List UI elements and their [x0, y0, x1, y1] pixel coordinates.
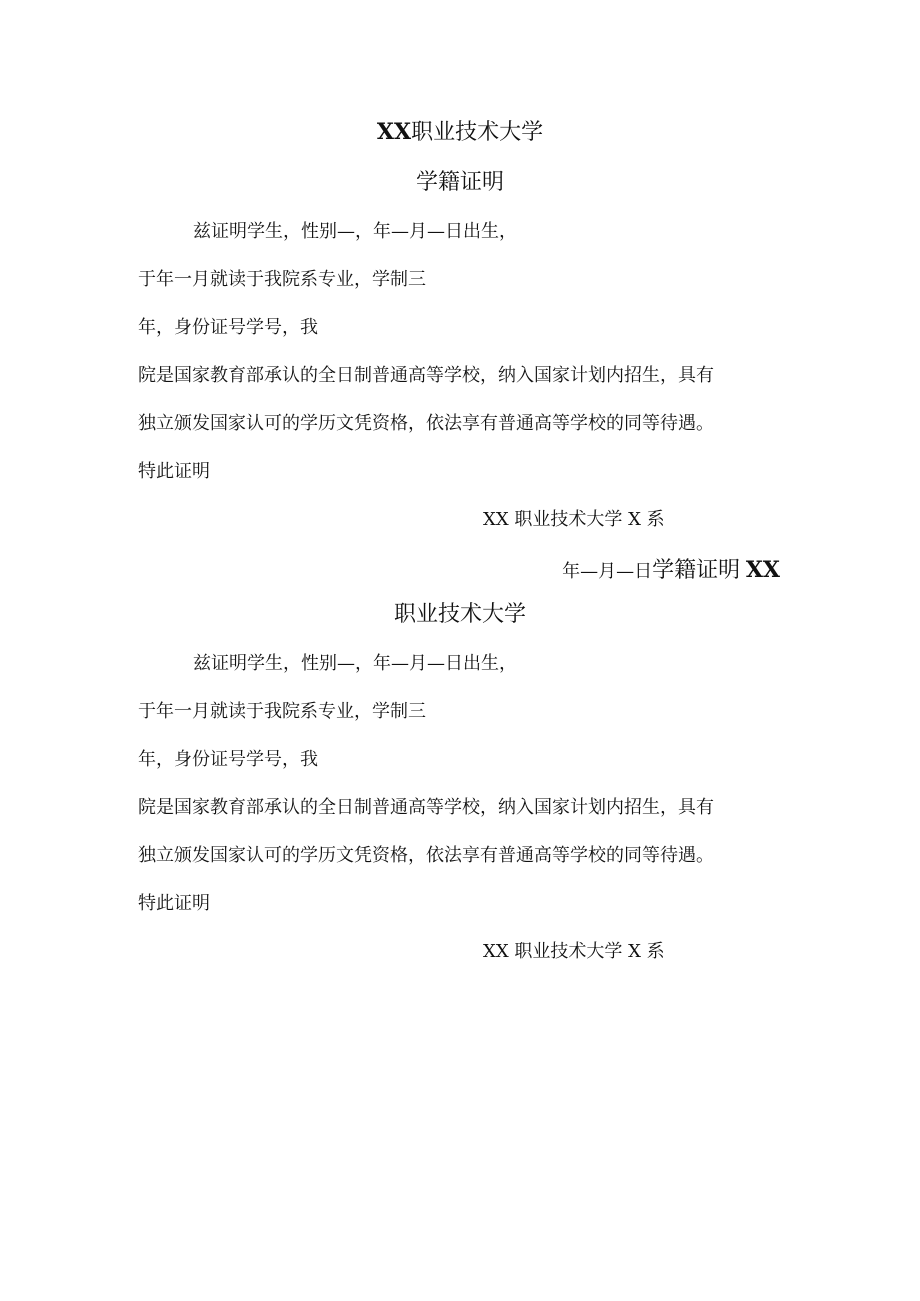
- cert1-closing: 特此证明: [138, 461, 210, 482]
- cert1-heading: 学籍证明: [415, 170, 504, 195]
- cert1-paragraph-line-3: 年，身份证号学号，我: [138, 317, 318, 338]
- cert1-paragraph-line-2: 于年一月就读于我院系专业，学制三: [138, 269, 426, 290]
- cert1-paragraph-line-1: 兹证明学生，性别—，年—月—日出生，: [193, 221, 517, 242]
- cert1-paragraph-line-5: 独立颁发国家认可的学历文凭资格，依法享有普通高等学校的同等待遇。: [138, 413, 714, 434]
- cert1-date: 年—月—日: [562, 561, 653, 582]
- cert2-school-prefix: XX: [745, 557, 780, 583]
- cert1-school-prefix: XX: [376, 119, 412, 145]
- cert2-paragraph-line-3: 年，身份证号学号，我: [138, 749, 318, 770]
- cert1-school-title: [0, 117, 920, 148]
- cert2-paragraph-line-5: 独立颁发国家认可的学历文凭资格，依法享有普通高等学校的同等待遇。: [138, 845, 714, 866]
- cert2-heading: 学籍证明: [652, 558, 741, 583]
- cert2-paragraph-line-2: 于年一月就读于我院系专业，学制三: [138, 701, 426, 722]
- cert2-paragraph-line-4: 院是国家教育部承认的全日制普通高等学校，纳入国家计划内招生，具有: [138, 797, 714, 818]
- cert2-closing: 特此证明: [138, 893, 210, 914]
- cert2-paragraph-line-1: 兹证明学生，性别—，年—月—日出生，: [193, 653, 517, 674]
- cert1-school-name: 职业技术大学: [411, 120, 544, 145]
- cert1-paragraph-line-4: 院是国家教育部承认的全日制普通高等学校，纳入国家计划内招生，具有: [138, 365, 714, 386]
- cert1-date-line: [562, 555, 780, 586]
- cert2-signature: XX 职业技术大学 X 系: [483, 941, 665, 962]
- cert1-signature: XX 职业技术大学 X 系: [483, 509, 665, 530]
- cert2-school-name: 职业技术大学: [393, 602, 526, 627]
